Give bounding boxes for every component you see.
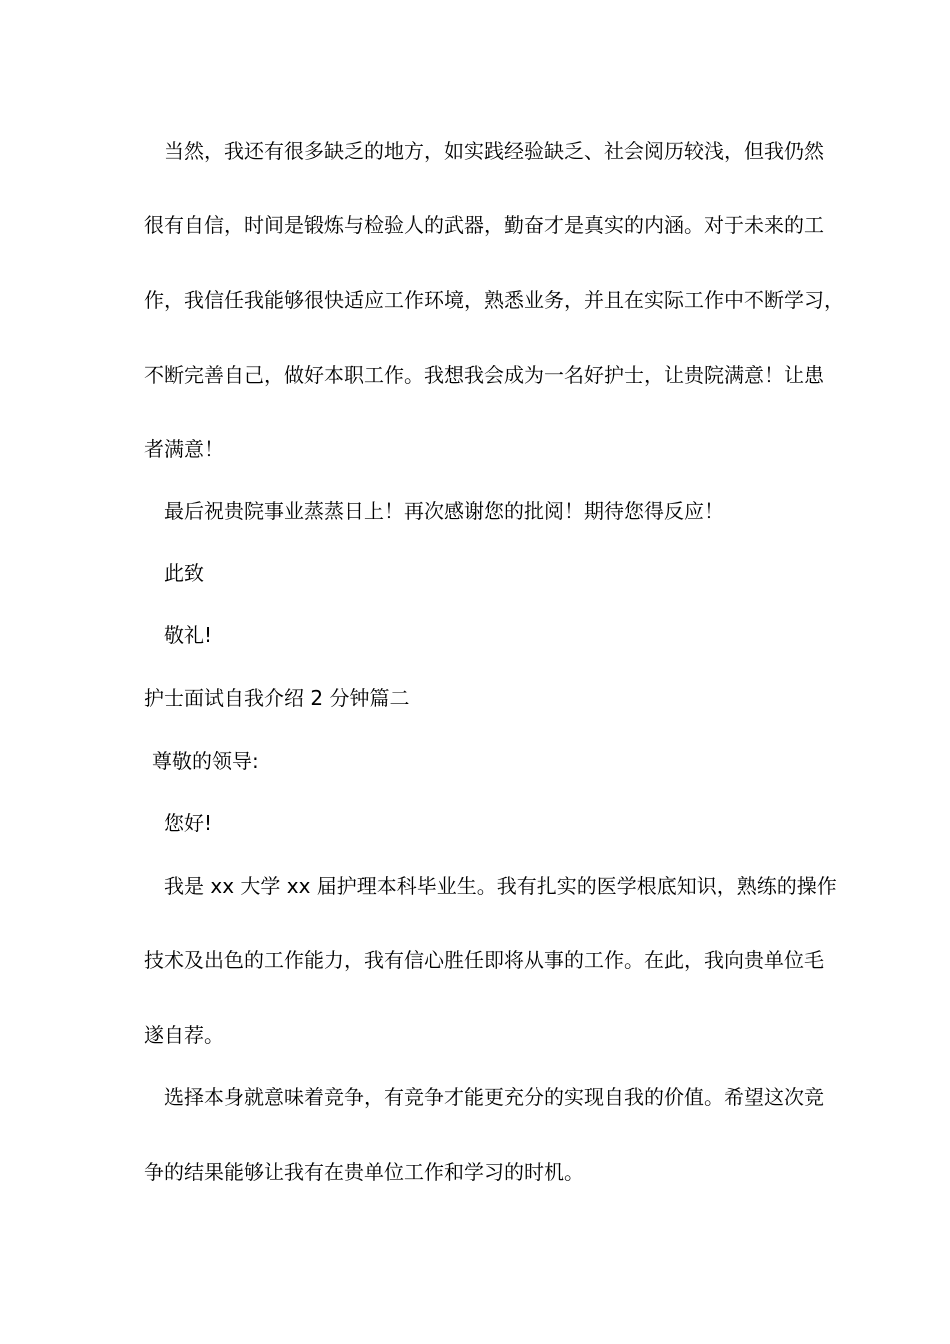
paragraph-line: 争的结果能够让我有在贵单位工作和学习的时机。	[144, 1160, 584, 1184]
closing-wish-line: 最后祝贵院事业蒸蒸日上！再次感谢您的批阅！期待您得反应！	[164, 499, 724, 523]
paragraph-line: 者满意！	[144, 437, 224, 461]
paragraph-line: 选择本身就意味着竞争，有竞争才能更充分的实现自我的价值。希望这次竞	[164, 1085, 824, 1109]
section-heading: 护士面试自我介绍 2 分钟篇二	[144, 686, 410, 710]
greeting-hello: 您好!	[164, 811, 213, 835]
paragraph-line: 我是 xx 大学 xx 届护理本科毕业生。我有扎实的医学根底知识，熟练的操作	[164, 874, 837, 898]
greeting-addressee: 尊敬的领导:	[152, 749, 259, 773]
paragraph-line: 很有自信，时间是锻炼与检验人的武器，勤奋才是真实的内涵。对于未来的工	[144, 213, 824, 237]
salutation-jingli: 敬礼!	[164, 623, 213, 647]
paragraph-line: 不断完善自己，做好本职工作。我想我会成为一名好护士，让贵院满意！让患	[144, 363, 824, 387]
paragraph-line: 遂自荐。	[144, 1023, 224, 1047]
paragraph-line: 技术及出色的工作能力，我有信心胜任即将从事的工作。在此，我向贵单位毛	[144, 948, 824, 972]
paragraph-line: 当然，我还有很多缺乏的地方，如实践经验缺乏、社会阅历较浅，但我仍然	[164, 139, 824, 163]
salutation-cizhi: 此致	[164, 561, 204, 585]
paragraph-line: 作，我信任我能够很快适应工作环境，熟悉业务，并且在实际工作中不断学习，	[144, 288, 844, 312]
